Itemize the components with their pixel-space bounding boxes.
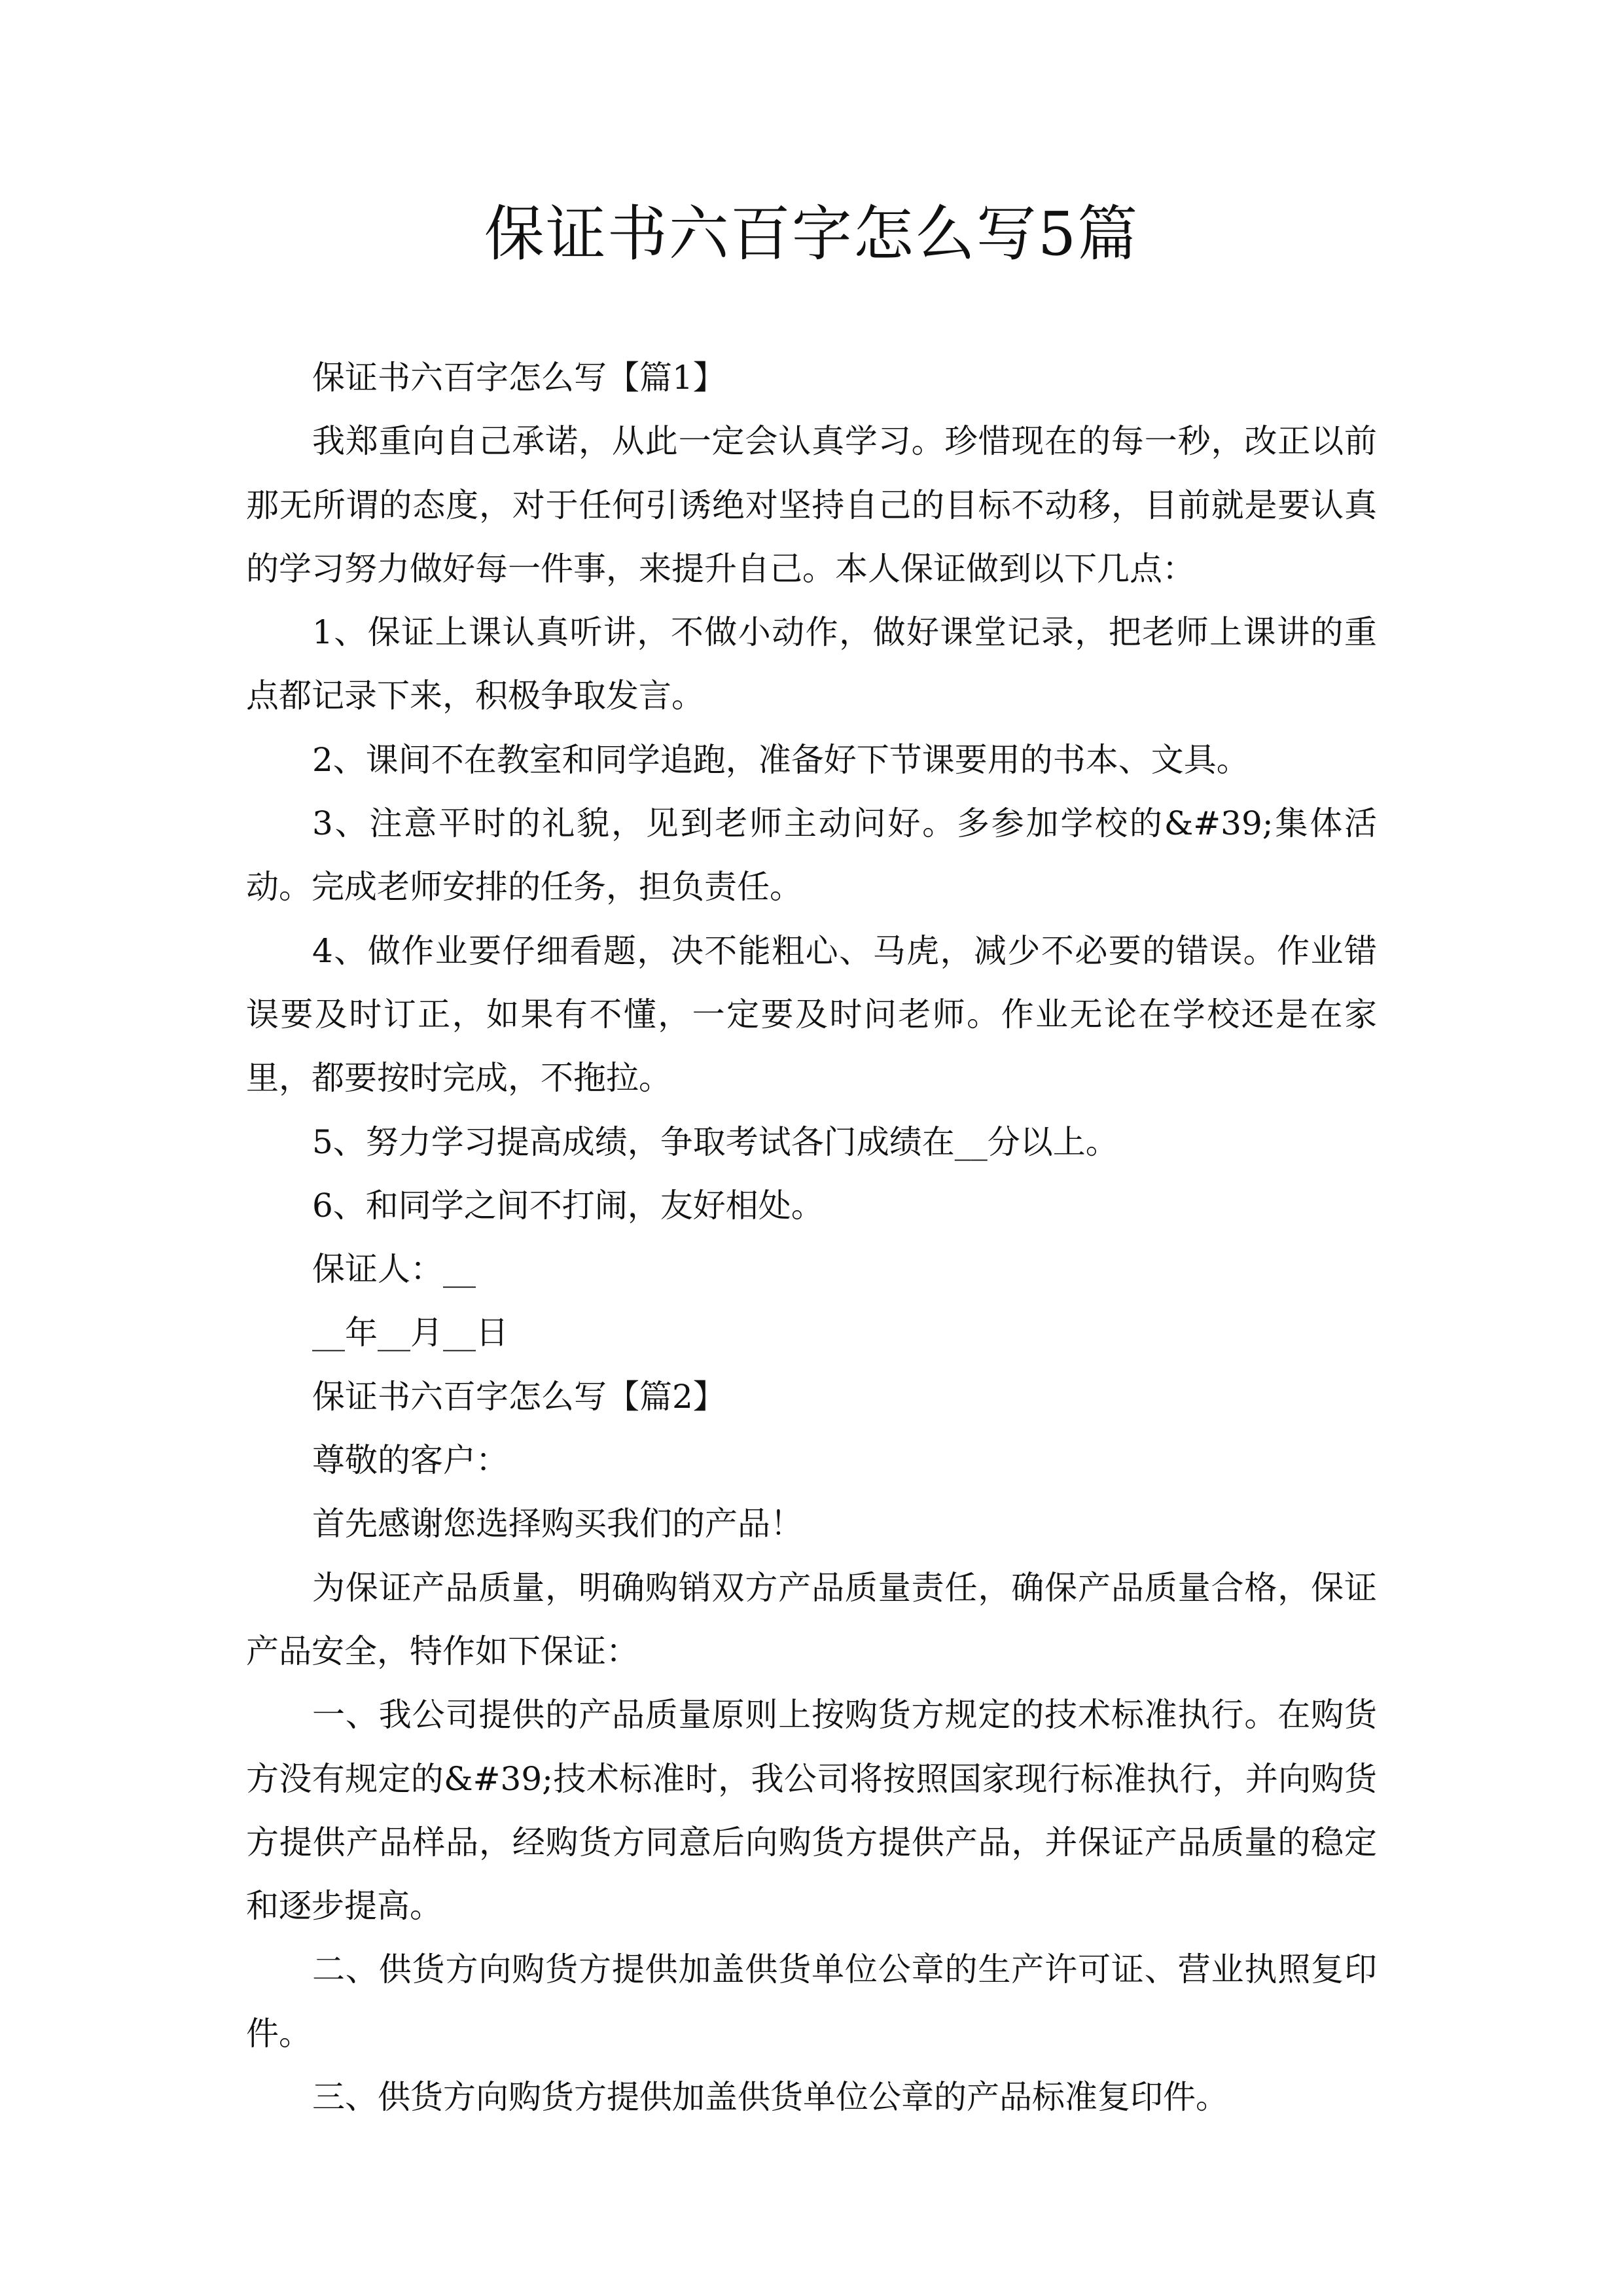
- list-item: 1、保证上课认真听讲，不做小动作，做好课堂记录，把老师上课讲的重点都记录下来，积极争取发言。: [246, 613, 1377, 715]
- signature-line: 保证人：__: [312, 1250, 476, 1289]
- document-body: [246, 346, 1377, 2129]
- list-item: 2、课间不在教室和同学追跑，准备好下节课要用的书本、文具。: [312, 740, 1249, 779]
- list-item: 3、注意平时的礼貌，见到老师主动问好。多参加学校的&#39;集体活动。完成老师安排的任务，担负责任。: [246, 804, 1377, 906]
- section-heading: 保证书六百字怎么写【篇1】: [312, 359, 726, 397]
- paragraph: 我郑重向自己承诺，从此一定会认真学习。珍惜现在的每一秒，改正以前那无所谓的态度，对于任何引诱绝对坚持自己的目标不动移，目前就是要认真的学习努力做好每一件事，来提升自己。本人保证做到以下几点：: [246, 422, 1377, 588]
- section-heading: 保证书六百字怎么写【篇2】: [312, 1377, 726, 1416]
- list-item: 一、我公司提供的产品质量原则上按购货方规定的技术标准执行。在购货方没有规定的&#39;技术标准时，我公司将按照国家现行标准执行，并向购货方提供产品样品，经购货方同意后向购货方提供产品，并保证产品质量的稳定和逐步提高。: [246, 1696, 1377, 1926]
- list-item: 二、供货方向购货方提供加盖供货单位公章的生产许可证、营业执照复印件。: [246, 1950, 1377, 2053]
- list-item: 4、做作业要仔细看题，决不能粗心、马虎，减少不必要的错误。作业错误要及时订正，如果有不懂，一定要及时问老师。作业无论在学校还是在家里，都要按时完成，不拖拉。: [246, 931, 1377, 1098]
- document-title: 保证书六百字怎么写5篇: [484, 199, 1139, 269]
- paragraph: 为保证产品质量，明确购销双方产品质量责任，确保产品质量合格，保证产品安全，特作如下保证：: [246, 1568, 1377, 1670]
- list-item: 三、供货方向购货方提供加盖供货单位公章的产品标准复印件。: [312, 2078, 1228, 2117]
- list-item: 5、努力学习提高成绩，争取考试各门成绩在__分以上。: [312, 1122, 1118, 1161]
- salutation: 尊敬的客户：: [312, 1441, 508, 1480]
- list-item: 6、和同学之间不打闹，友好相处。: [312, 1186, 824, 1225]
- paragraph: 首先感谢您选择购买我们的产品！: [312, 1505, 803, 1543]
- date-line: __年__月__日: [312, 1314, 508, 1352]
